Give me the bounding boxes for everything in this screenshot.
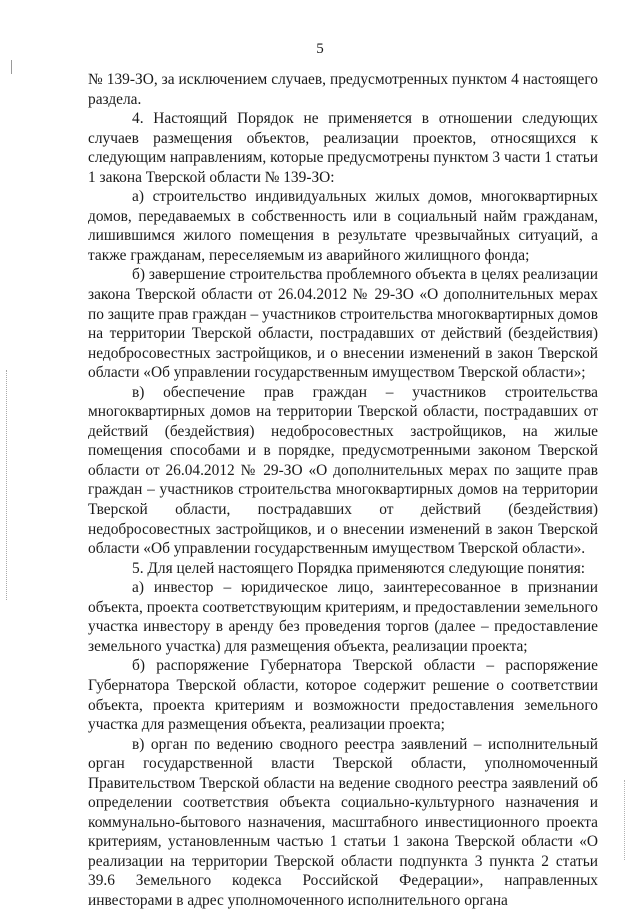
paragraph-item-4a: а) строительство индивидуальных жилых домов, многоквартирных домов, передаваемых в собственность или в социальный найм гражданам, лишившимся жилого помещения в результате чрезвычайных ситуаций, а также гражданам, переселяемым из аварийного жилищного фонда; [88,188,598,264]
paragraph-item-4b: б) завершение строительства проблемного объекта в целях реализации закона Тверской области от 26.04.2012 № 29-ЗО «О дополнительных мерах по защите прав граждан – участников строительства многоквартирных домов на территории Тверской области, пострадавших от действий (бездействия) недобросовестных застройщиков, и о внесении изменений в закон Тверской области «Об управлении государственным имуществом Тверской области»; [88,266,598,382]
scan-edge-mark [11,60,12,74]
paragraph-item-4v: в) обеспечение прав граждан – участников строительства многоквартирных домов на территории Тверской области, пострадавших от действий (бездействия) недобросовестных застройщиков, на жилые помещения способами и в порядке, предусмотренными законом Тверской области от 26.04.2012 № 29-ЗО «О дополнительных мерах по защите прав граждан – участников строительства многоквартирных домов на территории Тверской области, пострадавших от действий (бездействия) недобросовестных застройщиков, и о внесении изменений в закон Тверской области «Об управлении государственным имуществом Тверской области». [88,383,598,558]
paragraph-item-5v: в) орган по ведению сводного реестра заявлений – исполнительный орган государственной власти Тверской области, уполномоченный Правительством Тверской области на ведение сводного реестра заявлений об определении соответствия объекта социально-культурного назначения и коммунально-бытового назначения, масштабного инвестиционного проекта критериям, установленным частью 1 статьи 1 закона Тверской области «О реализации на территории Тверской области подпункта 3 пункта 2 статьи 39.6 Земельного кодекса Российской Федерации», направленных инвесторами в адрес уполномоченного исполнительного органа [88,735,598,909]
page-number: 5 [316,41,324,57]
paragraph-item-5a: а) инвестор – юридическое лицо, заинтересованное в признании объекта, проекта соответствующим критериям, и предоставлении земельного участка инвестору в аренду без проведения торгов (далее – предоставление земельного участка) для размещения объекта, реализации проекта; [88,579,598,655]
scan-edge-dots-right [624,780,626,860]
paragraph-item-5: 5. Для целей настоящего Порядка применяются следующие понятия: [132,559,586,577]
scan-edge-dots [6,370,8,600]
paragraph-continuation: № 139-ЗО, за исключением случаев, предусмотренных пунктом 4 настоящего раздела. [88,71,598,108]
document-body [88,70,598,911]
paragraph-item-4: 4. Настоящий Порядок не применяется в отношении следующих случаев размещения объектов, реализации проектов, относящихся к следующим направлениям, которые предусмотрены пунктом 3 части 1 статьи 1 закона Тверской области № 139-ЗО: [88,110,598,186]
paragraph-item-5b: б) распоряжение Губернатора Тверской области – распоряжение Губернатора Тверской области, которое содержит решение о соответствии объекта, проекта критериям и возможности предоставления земельного участка для размещения объекта, реализации проекта; [88,657,598,734]
